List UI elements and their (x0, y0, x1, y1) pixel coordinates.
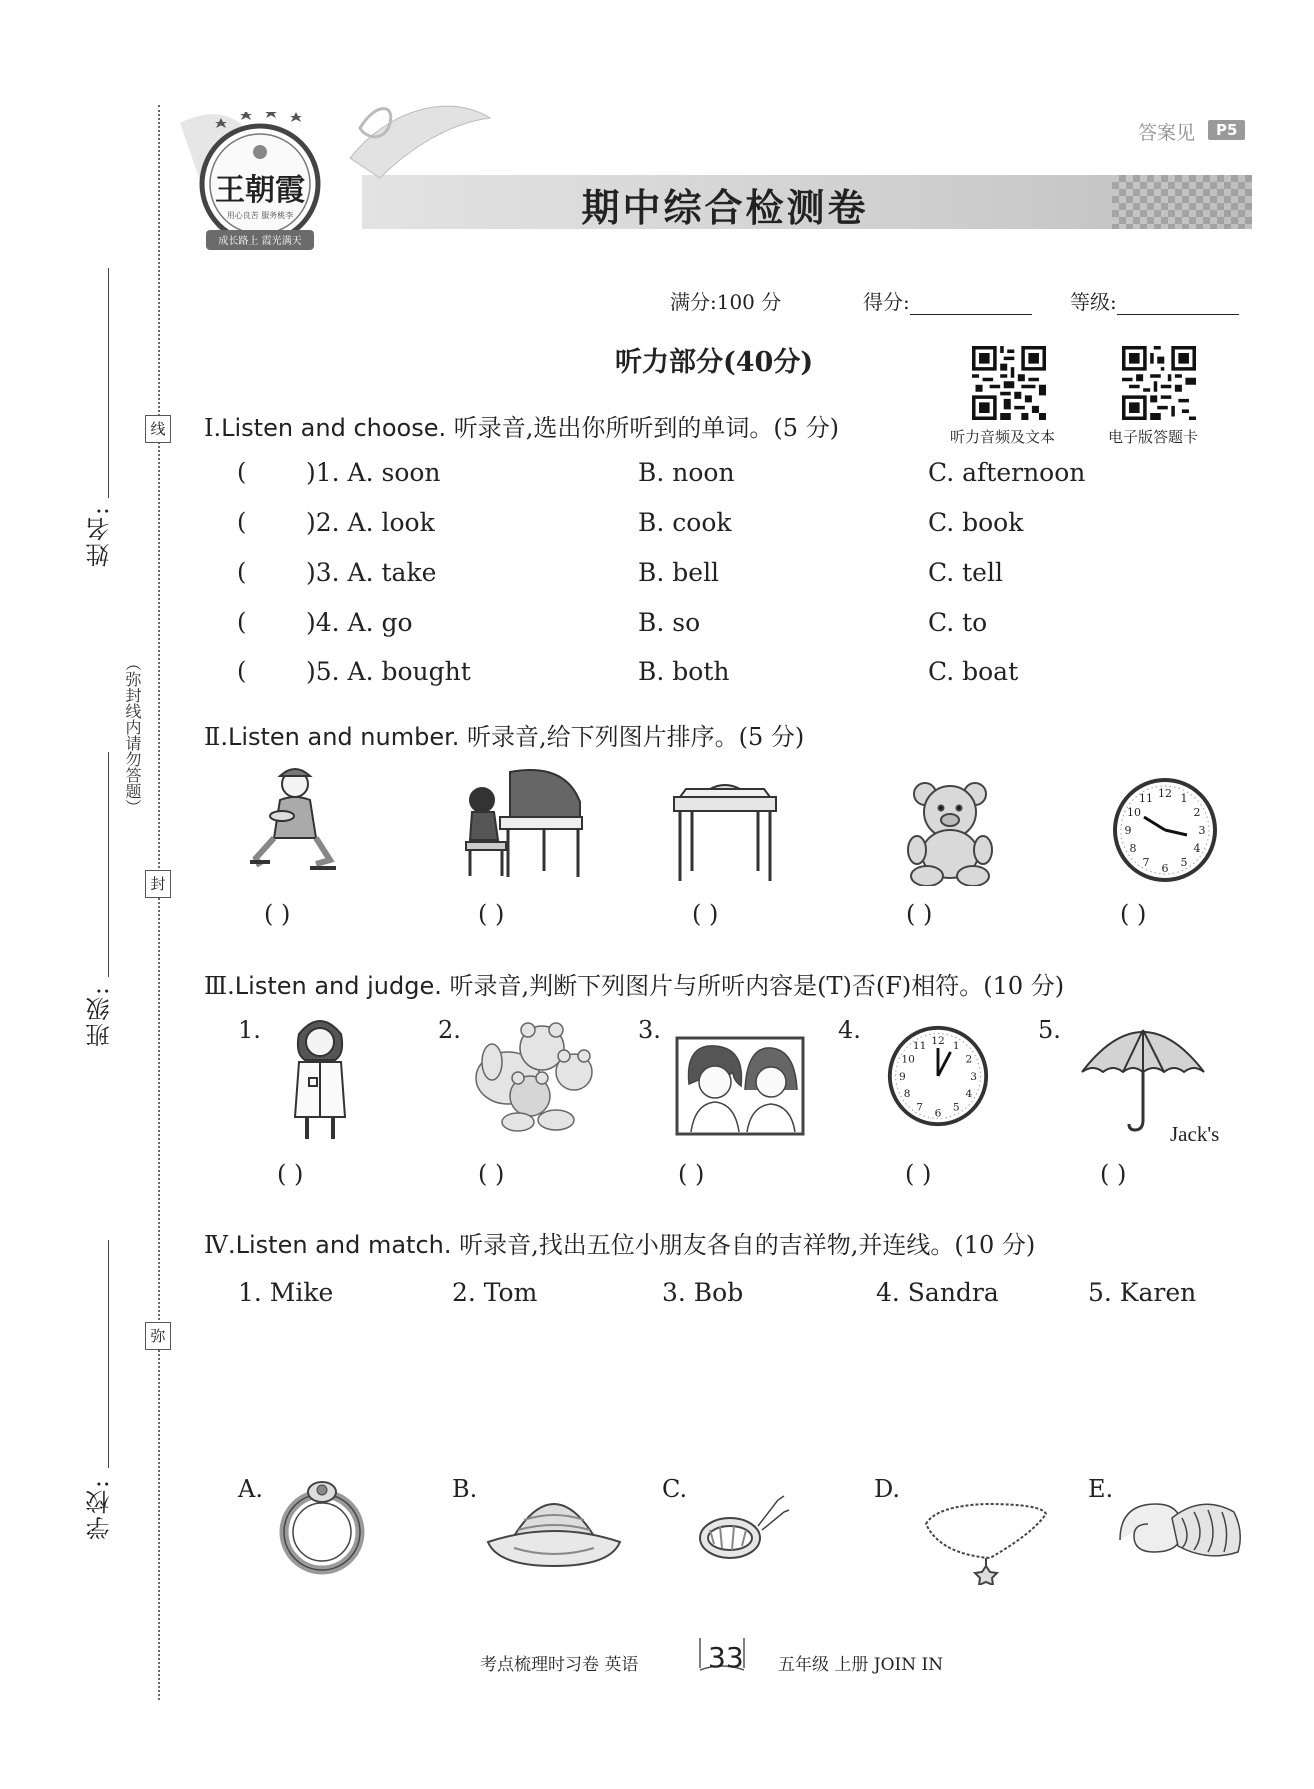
umbrella-icon (1078, 1022, 1208, 1134)
svg-text:9: 9 (898, 1070, 906, 1083)
svg-text:6: 6 (1161, 862, 1169, 875)
hat-icon[interactable] (484, 1480, 624, 1570)
section-4-heading: Ⅳ.Listen and match. 听录音,找出五位小朋友各自的吉祥物,并连线。(10 分) (204, 1231, 1036, 1259)
judge-answer-blank[interactable]: ( ) (678, 1160, 705, 1188)
qr-code-audio-icon[interactable] (972, 346, 1046, 420)
order-answer-blank[interactable]: ( ) (264, 900, 291, 928)
toys-pile-icon (468, 1018, 600, 1134)
doctor-icon (285, 1012, 355, 1142)
grade-field[interactable] (1070, 286, 1239, 315)
judge-item-number: 2. (438, 1016, 461, 1044)
q3-option-b: B. bell (638, 558, 720, 587)
svg-text:3: 3 (1198, 824, 1206, 837)
page-number: 33 (708, 1641, 744, 1674)
section-1-heading: Ⅰ.Listen and choose. 听录音,选出你所听到的单词。(5 分) (204, 414, 840, 442)
score-field[interactable] (863, 286, 1032, 315)
listening-section-title: 听力部分(40分) (615, 347, 814, 378)
brand-logo (186, 112, 336, 262)
q1-option-c: C. afternoon (928, 458, 1086, 487)
svg-text:10: 10 (901, 1053, 915, 1066)
name-field[interactable] (108, 268, 109, 498)
child-name[interactable]: 3. Bob (662, 1278, 744, 1307)
answer-paren-open[interactable]: ( (237, 508, 247, 536)
teddy-bear-icon (895, 778, 1005, 886)
q5-option-a: )5. A. bought (306, 657, 471, 686)
svg-text:9: 9 (1124, 824, 1132, 837)
school-label: 学校: (86, 1478, 114, 1541)
child-name[interactable]: 1. Mike (238, 1278, 334, 1307)
class-field[interactable] (108, 752, 109, 977)
order-answer-blank[interactable]: ( ) (478, 900, 505, 928)
section-3-heading: Ⅲ.Listen and judge. 听录音,判断下列图片与所听内容是(T)否(F)相符。(10 分) (204, 972, 1065, 1000)
svg-text:2: 2 (965, 1053, 973, 1066)
svg-text:12: 12 (931, 1035, 945, 1048)
judge-item-number: 5. (1038, 1016, 1061, 1044)
mascot-letter: D. (874, 1475, 901, 1503)
full-marks: 满分:100 分 (670, 290, 782, 314)
mascot-letter: C. (662, 1475, 688, 1503)
svg-text:3: 3 (970, 1070, 978, 1083)
school-field[interactable] (108, 1240, 109, 1468)
seal-dotted-line (158, 105, 160, 1700)
svg-text:1: 1 (1180, 792, 1188, 805)
seal-mark-mi: 弥 (145, 1322, 171, 1350)
q1-option-b: B. noon (638, 458, 735, 487)
class-label: 班级: (86, 985, 114, 1048)
mascot-letter: A. (238, 1475, 263, 1503)
seal-mark-seal: 封 (145, 870, 171, 898)
score-label: 得分: (863, 290, 910, 314)
qr-caption-audio: 听力音频及文本 (950, 428, 1056, 446)
answer-paren-open[interactable]: ( (237, 458, 247, 486)
mascot-letter: E. (1088, 1475, 1114, 1503)
svg-text:4: 4 (965, 1088, 973, 1101)
q3-option-c: C. tell (928, 558, 1003, 587)
judge-item-number: 4. (838, 1016, 861, 1044)
child-name[interactable]: 5. Karen (1088, 1278, 1197, 1307)
order-answer-blank[interactable]: ( ) (906, 900, 933, 928)
order-answer-blank[interactable]: ( ) (1120, 900, 1147, 928)
judge-item-number: 3. (638, 1016, 661, 1044)
bracelet-icon[interactable] (690, 1470, 790, 1570)
svg-text:7: 7 (916, 1101, 924, 1114)
judge-answer-blank[interactable]: ( ) (905, 1160, 932, 1188)
svg-text:5: 5 (1180, 856, 1188, 869)
q2-option-a: )2. A. look (306, 508, 435, 537)
answer-reference: 答案见 (1138, 122, 1196, 144)
svg-text:成长路上 霞光满天: 成长路上 霞光满天 (218, 236, 302, 247)
svg-text:10: 10 (1127, 806, 1141, 819)
banner-checker-pattern (1112, 175, 1252, 229)
section-2-heading: Ⅱ.Listen and number. 听录音,给下列图片排序。(5 分) (204, 723, 805, 751)
q4-option-c: C. to (928, 608, 988, 637)
q1-option-a: )1. A. soon (306, 458, 441, 487)
svg-text:王朝霞: 王朝霞 (215, 173, 305, 208)
umbrella-owner-label: Jack's (1170, 1122, 1220, 1146)
judge-answer-blank[interactable]: ( ) (478, 1160, 505, 1188)
answer-page-badge: P5 (1208, 120, 1245, 140)
answer-paren-open[interactable]: ( (237, 657, 247, 685)
qr-code-answer-card-icon[interactable] (1122, 346, 1196, 420)
page-title: 期中综合检测卷 (581, 185, 869, 230)
name-label: 姓名: (86, 505, 114, 568)
necklace-icon[interactable] (920, 1500, 1050, 1585)
table-book-icon (670, 775, 780, 885)
svg-text:4: 4 (1193, 842, 1201, 855)
judge-answer-blank[interactable]: ( ) (1100, 1160, 1127, 1188)
svg-text:1: 1 (952, 1040, 960, 1053)
answer-paren-open[interactable]: ( (237, 558, 247, 586)
child-name[interactable]: 2. Tom (452, 1278, 538, 1307)
svg-text:12: 12 (1158, 787, 1172, 800)
shells-icon[interactable] (1112, 1488, 1247, 1568)
q4-option-a: )4. A. go (306, 608, 413, 637)
footer-left: 考点梳理时习卷 英语 (480, 1655, 639, 1675)
svg-text:5: 5 (952, 1101, 960, 1114)
girl-piano-icon (460, 762, 590, 882)
svg-text:8: 8 (1129, 842, 1137, 855)
q2-option-b: B. cook (638, 508, 732, 537)
svg-text:11: 11 (912, 1040, 927, 1053)
svg-text:用心良苦 服务桃李: 用心良苦 服务桃李 (226, 211, 294, 220)
q2-option-c: C. book (928, 508, 1024, 537)
svg-text:11: 11 (1139, 792, 1153, 805)
svg-text:8: 8 (903, 1088, 911, 1101)
judge-item-number: 1. (238, 1016, 261, 1044)
q5-option-c: C. boat (928, 657, 1019, 686)
clock-icon (885, 1023, 991, 1129)
q3-option-a: )3. A. take (306, 558, 437, 587)
mascot-letter: B. (452, 1475, 478, 1503)
child-name[interactable]: 4. Sandra (876, 1278, 999, 1307)
order-answer-blank[interactable]: ( ) (692, 900, 719, 928)
two-girls-photo-icon (675, 1036, 805, 1136)
answer-paren-open[interactable]: ( (237, 608, 247, 636)
svg-text:2: 2 (1193, 806, 1201, 819)
grade-label: 等级: (1070, 290, 1117, 314)
boy-eating-icon (240, 762, 350, 882)
q4-option-b: B. so (638, 608, 701, 637)
clock-icon (1110, 775, 1220, 885)
judge-answer-blank[interactable]: ( ) (277, 1160, 304, 1188)
seal-mark-line: 线 (145, 415, 171, 443)
svg-text:6: 6 (934, 1107, 942, 1120)
footer-right: 五年级 上册 JOIN IN (778, 1655, 944, 1675)
seal-notice: （弥封线内请勿答题） (123, 655, 142, 815)
q5-option-b: B. both (638, 657, 730, 686)
svg-text:7: 7 (1142, 856, 1150, 869)
ring-icon[interactable] (272, 1470, 372, 1580)
qr-caption-answer-card: 电子版答题卡 (1108, 428, 1199, 446)
